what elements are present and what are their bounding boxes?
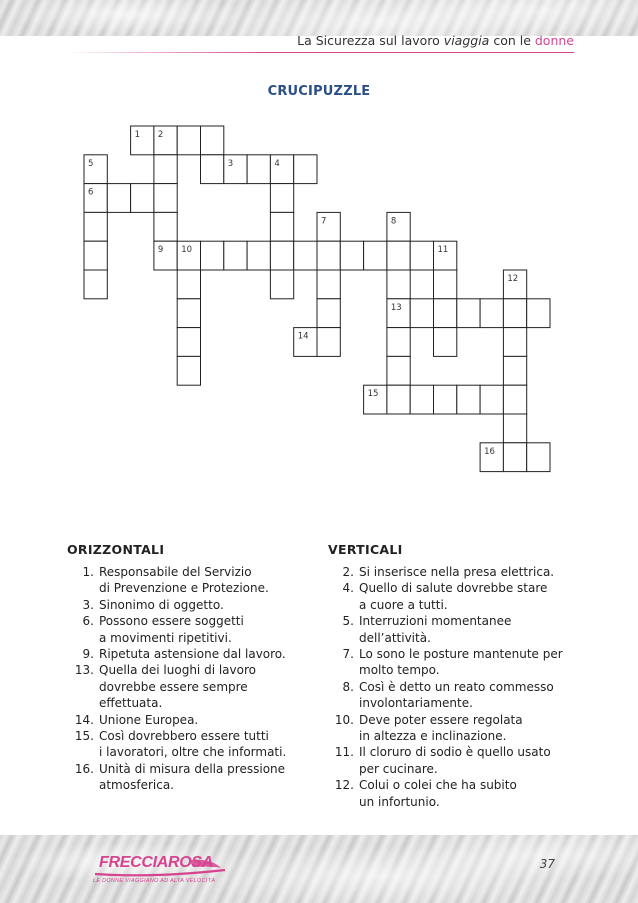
clue-number-label: 12. [334, 778, 354, 793]
clue-text: in altezza e inclinazione. [359, 729, 507, 744]
crossword-cell [177, 356, 200, 385]
clue-number-label: 11. [334, 745, 354, 760]
crossword-cell [84, 241, 107, 270]
clue-number-label [324, 662, 359, 678]
clue-number: 3 [227, 158, 234, 169]
clue-line [64, 646, 304, 662]
clue-number-label: 6. [82, 614, 94, 629]
clue-text: a cuore a tutti. [359, 597, 448, 612]
crossword-cell [317, 270, 340, 299]
crossword-cell [434, 299, 457, 328]
clue-line [64, 761, 304, 777]
clue-number: 4 [274, 158, 280, 169]
clue-number: 9 [157, 245, 164, 256]
crossword-cell [503, 414, 526, 443]
crossword-cell [317, 299, 340, 328]
clue-number-label [324, 630, 359, 646]
clue-text: un infortunio. [359, 794, 440, 809]
crossword-cell [131, 184, 154, 213]
clue-text: Responsabile del Servizio [99, 565, 252, 579]
clue-line [324, 564, 574, 580]
crossword-cell [270, 184, 293, 213]
crossword-cell [294, 155, 317, 184]
clue-line [324, 794, 574, 810]
clue-line [64, 597, 304, 613]
clue-text: effettuata. [99, 696, 163, 711]
clue-number-label [64, 630, 99, 646]
clue-number-label: 7. [342, 647, 354, 662]
horizontal-heading: ORIZZONTALI [67, 542, 165, 557]
clue-line [64, 564, 304, 580]
crossword-cell [201, 155, 224, 184]
clue-line [64, 613, 304, 629]
clue-text: Sinonimo di oggetto. [99, 597, 224, 612]
horizontal-clue-list [64, 564, 304, 794]
clue-line [324, 777, 574, 793]
crossword-cell [177, 299, 200, 328]
page-number: 37 [539, 857, 555, 871]
clue-number: 16 [484, 446, 495, 457]
clue-number-label: 4. [342, 581, 354, 596]
crossword-cell [480, 385, 503, 414]
clue-line [324, 630, 574, 646]
clue-number: 8 [390, 216, 397, 227]
crossword-cell [364, 241, 387, 270]
clue-number-label: 8. [342, 679, 354, 694]
logo-wordmark: FRECCIAROSA [99, 854, 214, 871]
clue-text: Così è detto un reato commesso [359, 679, 554, 694]
page-title: CRUCIPUZZLE [267, 84, 371, 99]
clue-number: 12 [507, 274, 519, 284]
crossword-cell [457, 385, 480, 414]
crossword-cell [201, 126, 224, 155]
clue-line [324, 728, 574, 744]
clue-text: Il cloruro di sodio è quello usato [359, 745, 551, 760]
clue-text: dovrebbe essere sempre [99, 679, 248, 694]
clue-text: Colui o colei che ha subito [359, 778, 517, 793]
header-text-before: La Sicurezza sul lavoro [297, 33, 444, 48]
clue-number-label [324, 761, 359, 777]
clue-number: 10 [181, 245, 193, 256]
crossword-cell [247, 155, 270, 184]
crossword-cell [270, 241, 293, 270]
clue-number-label [324, 695, 359, 711]
clue-text: dell’attività. [359, 630, 431, 645]
crossword-cell [270, 212, 293, 241]
crossword-cell [503, 356, 526, 385]
clue-number-label [64, 777, 99, 793]
crossword-cell [503, 443, 526, 472]
header-text-em: viaggia [443, 33, 490, 48]
clue-text: per cucinare. [359, 761, 438, 776]
clue-text: Si inserisce nella presa elettrica. [359, 565, 555, 579]
clue-text: Unione Europea. [99, 712, 199, 727]
clue-number: 6 [88, 187, 94, 198]
crossword-cell [177, 270, 200, 299]
clue-line [324, 662, 574, 678]
clue-text: Lo sono le posture mantenute per [359, 647, 563, 662]
logo-tagline: LE DONNE VIAGGIANO AD ALTA VELOCITÀ [93, 878, 216, 884]
clue-text: Possono essere soggetti [99, 614, 244, 629]
clue-number-label: 1. [82, 565, 94, 579]
clue-number-label: 2. [342, 565, 354, 579]
clue-line [324, 613, 574, 629]
crossword-cell [503, 328, 526, 357]
clue-text: Unità di misura della pressione [99, 761, 286, 776]
clue-number-label [64, 679, 99, 695]
clue-number-label [324, 794, 359, 810]
clue-number: 1 [134, 130, 141, 140]
crossword-cell [410, 299, 433, 328]
crossword-cell [177, 328, 200, 357]
header-text-mid: con le [489, 33, 535, 48]
crossword-cell [317, 241, 340, 270]
clue-number: 7 [321, 216, 327, 227]
crossword-cell [340, 241, 363, 270]
clue-number: 14 [297, 331, 309, 342]
crossword-cell [247, 241, 270, 270]
clue-number-label: 5. [342, 614, 354, 629]
clue-line [64, 744, 304, 760]
crossword-cell [154, 212, 177, 241]
crossword-cell [224, 241, 247, 270]
crossword-cell [177, 126, 200, 155]
vertical-clue-list [324, 564, 574, 810]
clue-line [324, 761, 574, 777]
crossword-cell [201, 241, 224, 270]
clue-text: Quello di salute dovrebbe stare [359, 581, 548, 596]
clue-number-label: 14. [74, 712, 94, 727]
clue-number: 13 [390, 302, 402, 313]
clue-number-label: 9. [82, 647, 94, 662]
clue-text: Ripetuta astensione dal lavoro. [99, 647, 286, 662]
clue-text: a movimenti ripetitivi. [99, 630, 232, 645]
clue-text: Così dovrebbero essere tutti [99, 729, 269, 744]
clue-text: i lavoratori, oltre che informati. [99, 745, 287, 760]
crossword-cell [270, 270, 293, 299]
clue-text: molto tempo. [359, 663, 440, 678]
clue-number-label [324, 597, 359, 613]
clue-text: Quella dei luoghi di lavoro [99, 663, 256, 678]
crossword-cell [317, 328, 340, 357]
clue-number-label: 10. [334, 712, 354, 727]
clue-number-label [64, 744, 99, 760]
crossword-cell [527, 443, 550, 472]
clue-text: Deve poter essere regolata [359, 712, 523, 727]
vertical-heading: VERTICALI [328, 542, 403, 557]
crossword-cell [154, 184, 177, 213]
crossword-cell [503, 385, 526, 414]
header-text-pink: donne [534, 33, 574, 48]
clue-number: 5 [88, 158, 94, 169]
clue-line [64, 662, 304, 678]
clue-number-label [64, 580, 99, 596]
crossword-cell [387, 328, 410, 357]
crossword-cell [387, 241, 410, 270]
clue-text: Interruzioni momentanee [359, 614, 512, 629]
crossword-cell [107, 184, 130, 213]
clue-number-label [64, 695, 99, 711]
crossword-cell [434, 328, 457, 357]
clue-line [64, 679, 304, 695]
clue-line [324, 679, 574, 695]
crossword-cell [503, 299, 526, 328]
crossword-cell [434, 270, 457, 299]
clue-text: di Prevenzione e Protezione. [99, 581, 269, 596]
crossword-cell [154, 155, 177, 184]
clue-line [324, 744, 574, 760]
crossword-cell [457, 299, 480, 328]
clue-number-label: 3. [82, 597, 94, 612]
crossword-cell [387, 270, 410, 299]
crossword-cell [387, 356, 410, 385]
clue-number-label: 15. [74, 729, 94, 744]
clue-line [324, 695, 574, 711]
clue-line [64, 712, 304, 728]
crossword-cell [434, 385, 457, 414]
frecciarosa-logo [93, 852, 233, 892]
clue-line [324, 597, 574, 613]
clue-line [324, 580, 574, 596]
crossword-cell [387, 385, 410, 414]
crossword-cell [84, 270, 107, 299]
clue-number: 15 [367, 389, 379, 400]
clue-line [64, 630, 304, 646]
clue-line [64, 728, 304, 744]
clue-line [64, 695, 304, 711]
crossword-cell [480, 299, 503, 328]
clue-number-label: 13. [74, 663, 94, 678]
crossword-cell [294, 241, 317, 270]
crossword-cell [410, 385, 433, 414]
clue-number-label: 16. [74, 761, 94, 776]
clue-line [64, 580, 304, 596]
clue-number: 2 [157, 130, 164, 140]
crossword-cell [84, 212, 107, 241]
crossword-cell [527, 299, 550, 328]
crossword-cell [410, 241, 433, 270]
clue-number: 11 [437, 245, 449, 256]
clue-text: atmosferica. [99, 778, 174, 793]
clue-line [324, 646, 574, 662]
clue-text: involontariamente. [359, 696, 473, 711]
clue-number-label [324, 728, 359, 744]
clue-line [64, 777, 304, 793]
clue-line [324, 712, 574, 728]
